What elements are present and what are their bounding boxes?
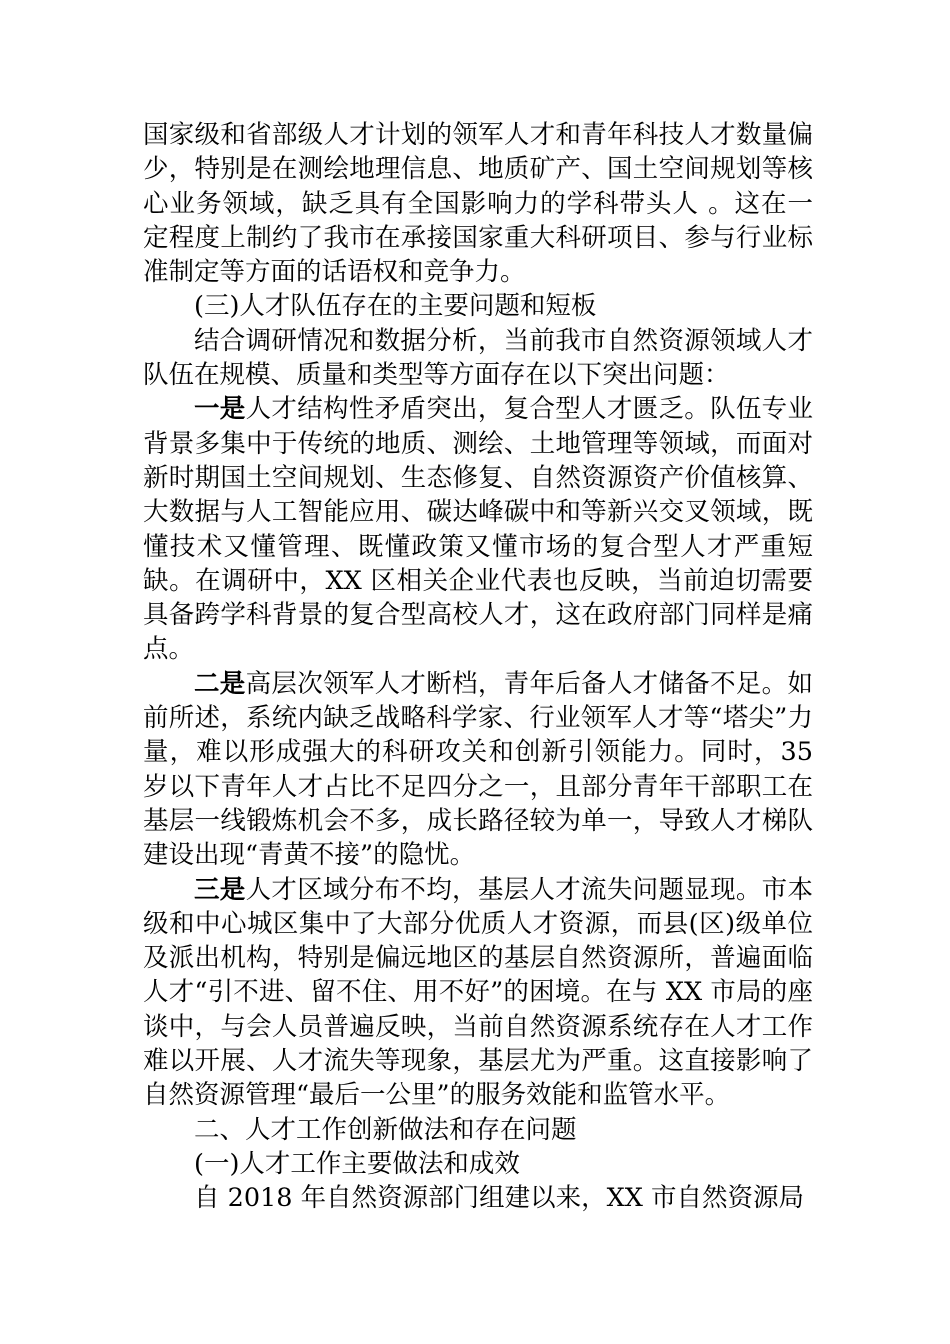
body-paragraph-point-1 xyxy=(143,392,813,666)
point-lead: 二是 xyxy=(194,668,246,699)
document-page xyxy=(143,118,813,1216)
point-lead: 一是 xyxy=(194,394,246,425)
point-lead: 三是 xyxy=(194,874,246,905)
body-paragraph: 国家级和省部级人才计划的领军人才和青年科技人才数量偏少，特别是在测绘地理信息、地质矿产、国土空间规划等核心业务领域，缺乏具有全国影响力的学科带头人 。这在一定程度上制约了我市在承接国家重大科研项目、参与行业标准制定等方面的话语权和竞争力。 xyxy=(143,120,813,288)
section-heading: (一)人才工作主要做法和成效 xyxy=(194,1148,520,1179)
body-paragraph-point-2 xyxy=(143,667,813,873)
section-heading: (三)人才队伍存在的主要问题和短板 xyxy=(194,291,597,322)
body-paragraph-point-3 xyxy=(143,873,813,1113)
chapter-heading: 二、人才工作创新做法和存在问题 xyxy=(194,1114,577,1145)
point-text: 人才区域分布不均，基层人才流失问题显现。市本级和中心城区集中了大部分优质人才资源，而县(区)级单位及派出机构，特别是偏远地区的基层自然资源所，普遍面临人才“引不进、留不住、用不好”的困境。在与 XX 市局的座谈中，与会人员普遍反映，当前自然资源系统存在人才工作难以开展、人才流失等现象，基层尤为严重。这直接影响了自然资源管理“最后一公里”的服务效能和监管水平。 xyxy=(143,874,813,1111)
point-text: 高层次领军人才断档，青年后备人才储备不足。如前所述，系统内缺乏战略科学家、行业领军人才等“塔尖”力量，难以形成强大的科研攻关和创新引领能力。同时，35 岁以下青年人才占比不足四分之一，且部分青年干部职工在基层一线锻炼机会不多，成长路径较为单一，导致人才梯队建设出现“青黄不接”的隐忧。 xyxy=(143,668,813,871)
body-paragraph: 结合调研情况和数据分析，当前我市自然资源领域人才队伍在规模、质量和类型等方面存在以下突出问题： xyxy=(143,325,813,391)
point-text: 人才结构性矛盾突出，复合型人才匮乏。队伍专业背景多集中于传统的地质、测绘、土地管理等领域，而面对新时期国土空间规划、生态修复、自然资源资产价值核算、大数据与人工智能应用、碳达峰碳中和等新兴交叉领域，既懂技术又懂管理、既懂政策又懂市场的复合型人才严重短缺。在调研中，XX 区相关企业代表也反映，当前迫切需要具备跨学科背景的复合型高校人才，这在政府部门同样是痛点。 xyxy=(143,394,813,665)
body-paragraph: 自 2018 年自然资源部门组建以来，XX 市自然资源局 xyxy=(194,1183,805,1214)
